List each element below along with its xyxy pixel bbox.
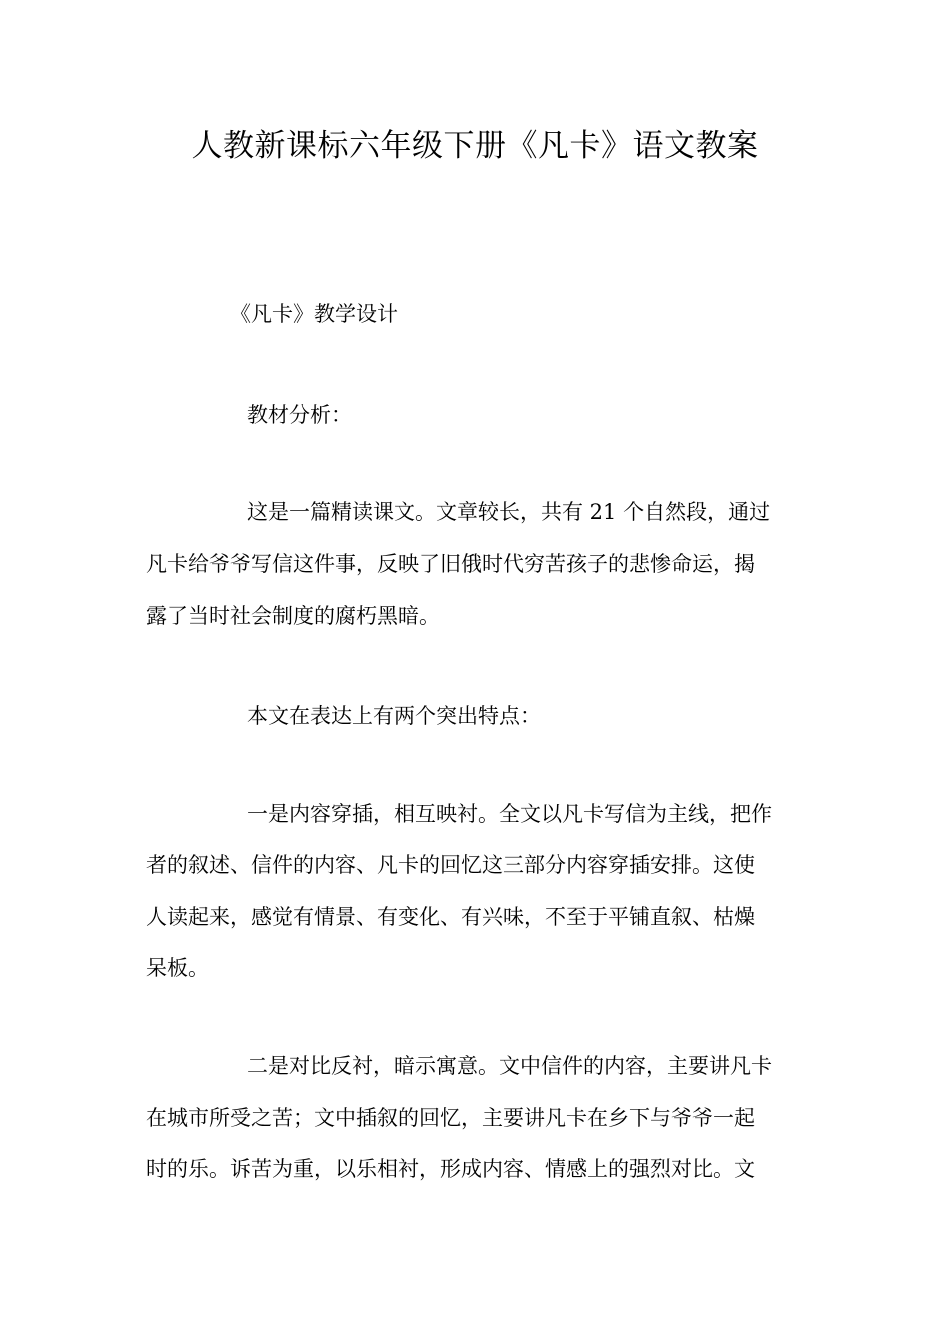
paragraph-line: 时的乐。诉苦为重，以乐相衬，形成内容、情感上的强烈对比。文 bbox=[146, 1157, 755, 1181]
paragraph-line: 在城市所受之苦；文中插叙的回忆，主要讲凡卡在乡下与爷爷一起 bbox=[146, 1106, 755, 1130]
paragraph-line: 这是一篇精读课文。文章较长，共有 21 个自然段，通过 bbox=[247, 500, 771, 524]
paragraph-line: 本文在表达上有两个突出特点： bbox=[247, 704, 541, 728]
paragraph-line: 呆板。 bbox=[146, 956, 209, 980]
paragraph-line: 人读起来，感觉有情景、有变化、有兴味，不至于平铺直叙、枯燥 bbox=[146, 905, 755, 929]
paragraph-line: 者的叙述、信件的内容、凡卡的回忆这三部分内容穿插安排。这使 bbox=[146, 853, 755, 877]
paragraph-line: 一是内容穿插，相互映衬。全文以凡卡写信为主线，把作 bbox=[247, 802, 772, 826]
page-title: 人教新课标六年级下册《凡卡》语文教案 bbox=[191, 128, 759, 164]
document-subtitle: 《凡卡》教学设计 bbox=[230, 302, 398, 326]
section-heading: 教材分析： bbox=[247, 403, 352, 427]
paragraph-line: 露了当时社会制度的腐朽黑暗。 bbox=[146, 604, 440, 628]
paragraph-line: 凡卡给爷爷写信这件事，反映了旧俄时代穷苦孩子的悲惨命运，揭 bbox=[146, 552, 755, 576]
paragraph-line: 二是对比反衬，暗示寓意。文中信件的内容，主要讲凡卡 bbox=[247, 1054, 772, 1078]
